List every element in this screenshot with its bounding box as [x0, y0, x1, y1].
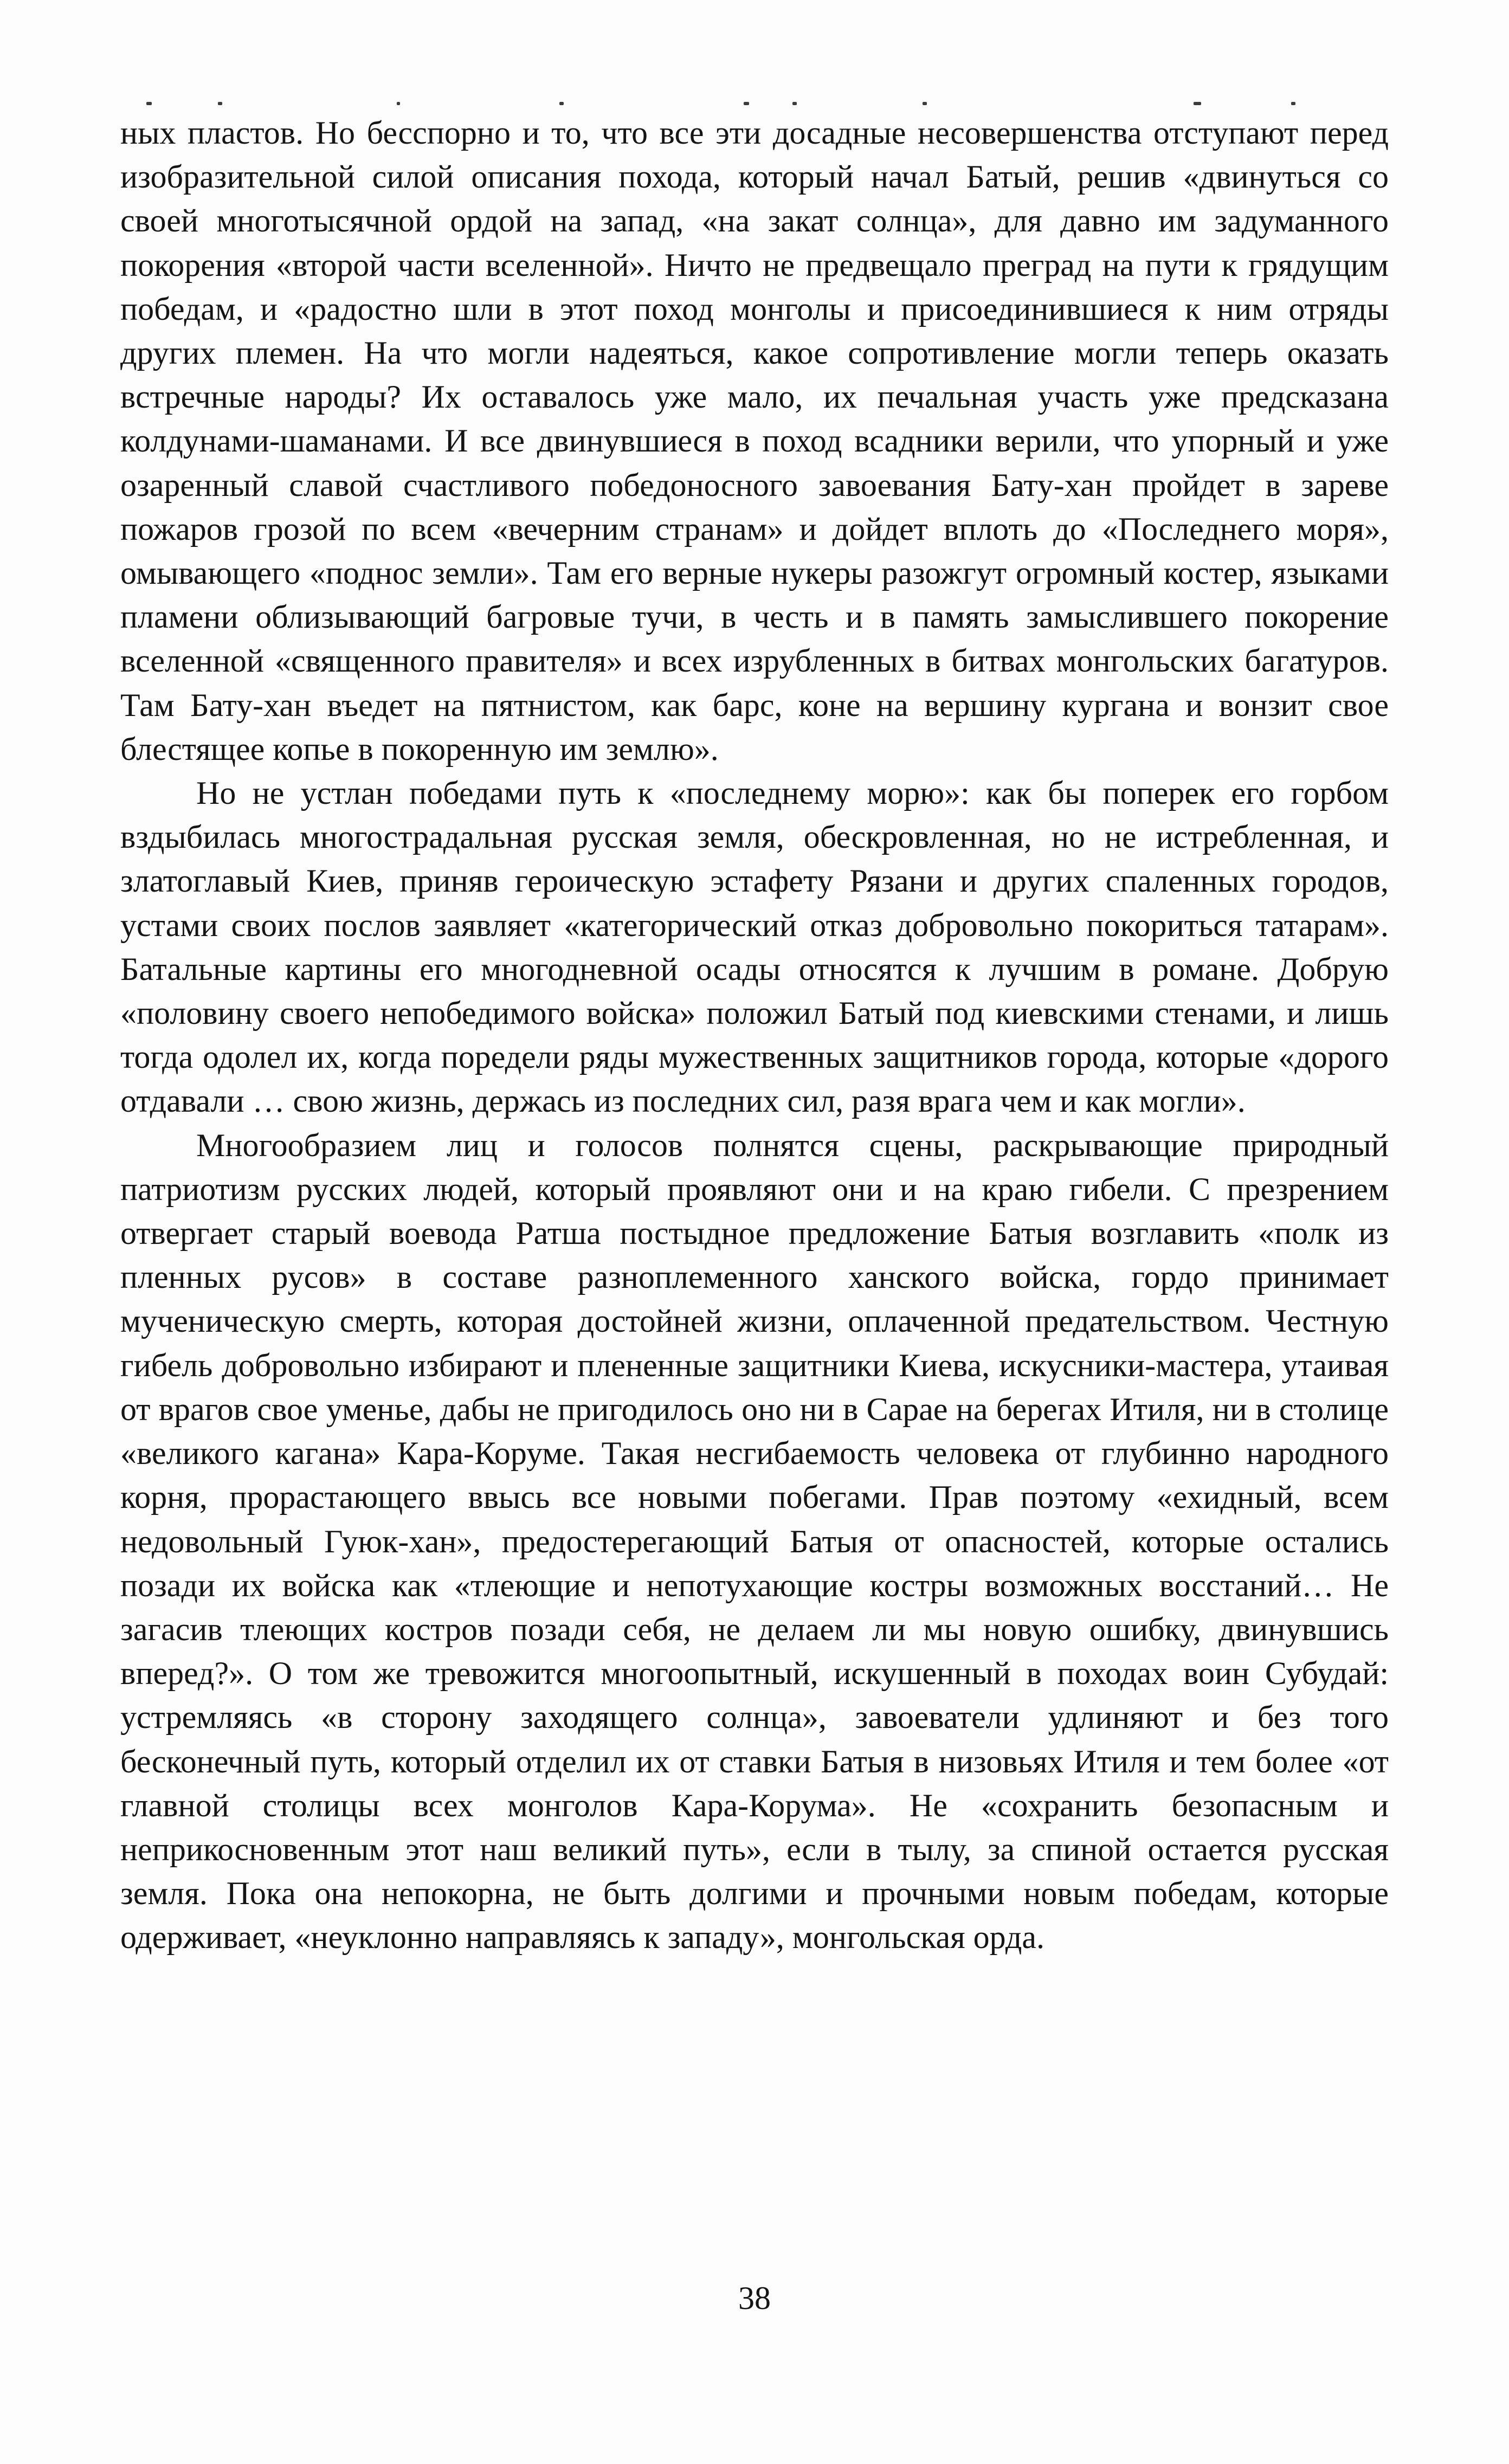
scan-artifacts [120, 102, 1389, 109]
scan-speck [1194, 102, 1201, 105]
scan-speck [559, 102, 564, 105]
paragraph: Но не устлан победами путь к «последнему морю»: как бы поперек его горбом вздыбилась многострадальная русская земля, обескровленная, но не истребленная, и златоглавый Киев, приняв героическую эстафету Рязани и других спаленных городов, устами своих послов заявляет «категорический отказ добровольно покориться татарам». Батальные картины его многодневной осады относятся к лучшим в романе. Добрую «половину своего непобедимого войска» положил Батый под киевскими стенами, и лишь тогда одолел их, когда поредели ряды мужественных защитников города, которые «дорого отдавали … свою жизнь, держась из последних сил, разя врага чем и как могли». [120, 775, 1389, 1119]
paragraph: Многообразием лиц и голосов полнятся сцены, раскрывающие природный патриотизм русских людей, который проявляют они и на краю гибели. С презрением отвергает старый воевода Ратша постыдное предложение Батыя возглавить «полк из пленных русов» в составе разноплеменного ханского войска, гордо принимает мученическую смерть, которая достойней жизни, оплаченной предательством. Честную гибель добровольно избирают и плененные защитники Киева, искусники-мастера, утаивая от врагов свое уменье, дабы не пригодилось оно ни в Сарае на берегах Итиля, ни в столице «великого кагана» Кара-Коруме. Такая несгибаемость человека от глубинно народного корня, прорастающего ввысь все новыми побегами. Прав поэтому «ехидный, всем недовольный Гуюк-хан», предостерегающий Батыя от опасностей, которые остались позади их войска как «тлеющие и непотухающие костры возможных восстаний… Не загасив тлеющих костров позади себя, не делаем ли мы новую ошибку, двинувшись вперед?». О том же тревожится многоопытный, искушенный в походах воин Субудай: устремляясь «в сторону заходящего солнца», завоеватели удлиняют и без того бесконечный путь, который отделил их от ставки Батыя в низовьях Итиля и тем более «от главной столицы всех монголов Кара-Корума». Не «сохранить безопасным и неприкосновенным этот наш великий путь», если в тылу, за спиной остается русская земля. Пока она непокорна, не быть долгими и прочными новым победам, которые одерживает, «неуклонно направляясь к западу», монгольская орда. [120, 1127, 1389, 1956]
scan-speck [792, 102, 797, 105]
page-number: 38 [738, 2280, 771, 2316]
body-text [120, 111, 1389, 1960]
scan-speck [1291, 102, 1295, 105]
scan-speck [744, 102, 749, 105]
scan-speck [146, 102, 152, 105]
scan-speck [218, 102, 222, 105]
scan-speck [397, 102, 400, 105]
scan-speck [923, 102, 927, 105]
paragraph: ных пластов. Но бесспорно и то, что все эти досадные несовершенства отступают перед изобразительной силой описания похода, который начал Батый, решив «двинуться со своей многотысячной ордой на запад, «на закат солнца», для давно им задуманного покорения «второй части вселенной». Ничто не предвещало преград на пути к грядущим победам, и «радостно шли в этот поход монголы и присоединившиеся к ним отряды других племен. На что могли надеяться, какое сопротивление могли теперь оказать встречные народы? Их оставалось уже мало, их печальная участь уже предсказана колдунами-шаманами. И все двинувшиеся в поход всадники верили, что упорный и уже озаренный славой счастливого победоносного завоевания Бату-хан пройдет в зареве пожаров грозой по всем «вечерним странам» и дойдет вплоть до «Последнего моря», омывающего «подноc земли». Там его верные нукеры разожгут огромный костер, языками пламени облизывающий багровые тучи, в честь и в память замыслившего покорение вселенной «священного правителя» и всех изрубленных в битвах монгольских багатуров. Там Бату-хан въедет на пятнистом, как барс, коне на вершину кургана и вонзит свое блестящее копье в покоренную им землю». [120, 115, 1389, 767]
